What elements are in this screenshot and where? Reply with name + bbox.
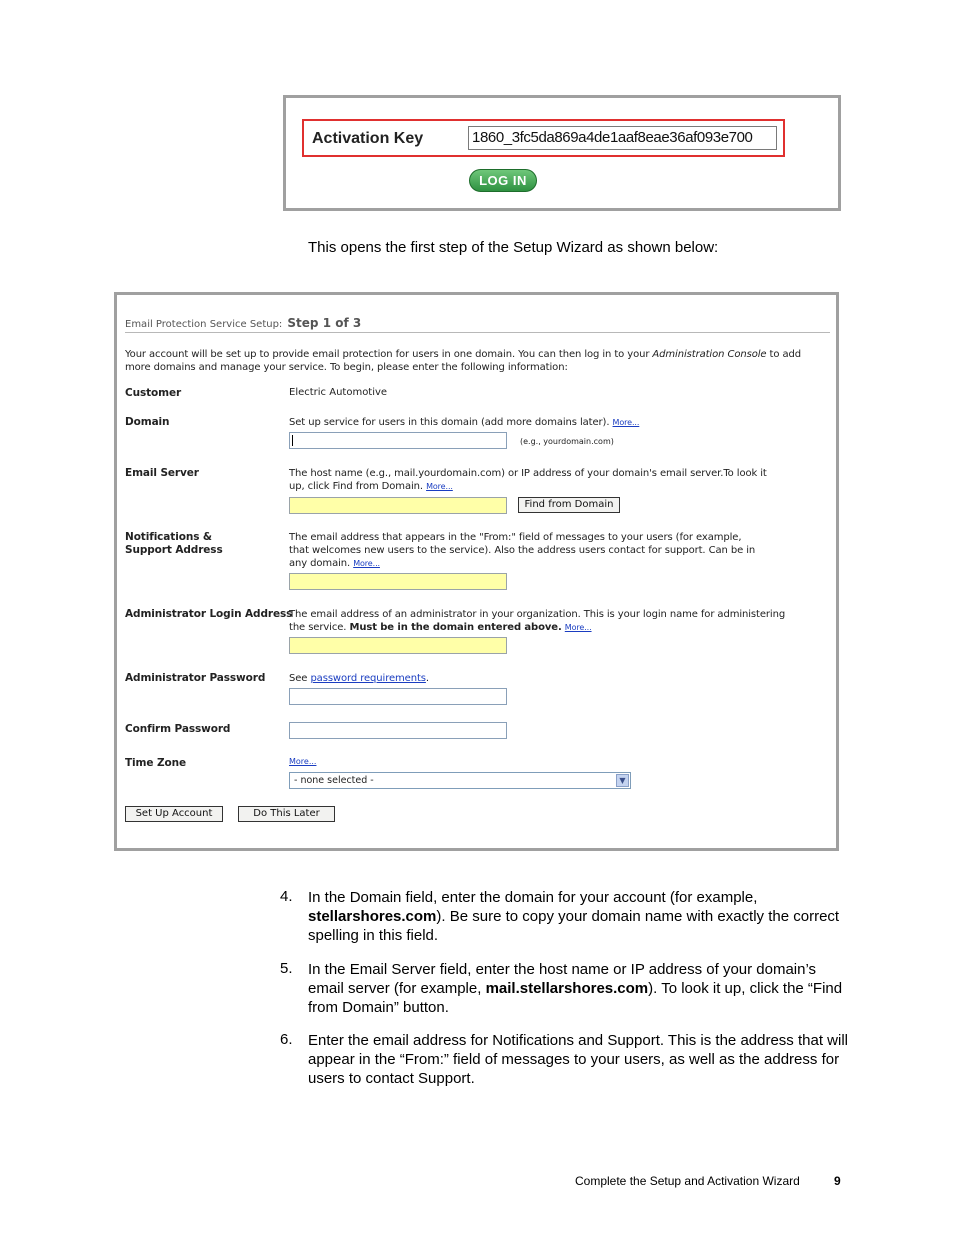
notifications-label-line2: Support Address <box>125 544 223 556</box>
admin-password-desc <box>289 672 429 685</box>
time-zone-more-link[interactable]: More... <box>289 757 317 766</box>
step-5-bold: mail.stellarshores.com <box>485 980 649 997</box>
admin-login-input[interactable] <box>289 637 507 654</box>
wizard-divider <box>125 332 830 333</box>
time-zone-select[interactable] <box>289 772 631 789</box>
domain-label: Domain <box>125 416 170 428</box>
notifications-desc-row <box>289 531 759 570</box>
wizard-intro-part1: Your account will be set up to provide email protection for users in one domain. You can then log in to your <box>125 349 653 360</box>
domain-more-link[interactable]: More... <box>612 418 640 427</box>
customer-value: Electric Automotive <box>289 387 388 398</box>
wizard-intro-part2: to add more domains and manage your service. To begin, please enter the following information: <box>125 349 801 373</box>
domain-input[interactable] <box>289 432 507 449</box>
email-server-desc-row <box>289 467 779 493</box>
step-4-text-part1: In the Domain field, enter the domain for your account (for example, <box>308 889 758 906</box>
notifications-input[interactable] <box>289 573 507 590</box>
intro-text: This opens the first step of the Setup Wizard as shown below: <box>308 239 719 256</box>
find-from-domain-button[interactable]: Find from Domain <box>518 497 620 513</box>
admin-login-desc-bold: Must be in the domain entered above. <box>349 622 562 633</box>
wizard-step: Step 1 of 3 <box>287 316 362 330</box>
activation-key-highlight <box>302 119 785 157</box>
step-4-text <box>308 888 848 945</box>
domain-desc: Set up service for users in this domain (add more domains later). <box>289 417 610 428</box>
login-button[interactable]: LOG IN <box>469 169 537 192</box>
do-this-later-button[interactable]: Do This Later <box>238 806 335 822</box>
admin-login-desc-row <box>289 608 789 634</box>
step-6-text <box>308 1031 848 1088</box>
step-5-text <box>308 960 848 1017</box>
text-cursor <box>292 435 293 446</box>
admin-login-desc: The email address of an administrator in your organization. This is your login name for administering the service. <box>289 609 786 633</box>
step-5-text-part1: In the Email Server field, enter the host name or IP address of your domain’s email server (for example, <box>308 961 817 997</box>
confirm-password-label: Confirm Password <box>125 723 231 735</box>
step-6-text-part1: Enter the email address for Notifications and Support. This is the address that will appear in the “From:” field of messages to your users, as well as the address for users to contact Support. <box>308 1032 848 1087</box>
domain-hint: (e.g., yourdomain.com) <box>520 437 614 446</box>
admin-password-desc-prefix: See <box>289 673 311 684</box>
wizard-title-prefix: Email Protection Service Setup: <box>125 319 283 330</box>
setup-wizard-screenshot <box>114 292 839 851</box>
wizard-intro <box>125 348 815 374</box>
step-4-number: 4. <box>280 888 293 905</box>
admin-password-input[interactable] <box>289 688 507 705</box>
wizard-intro-italic: Administration Console <box>652 349 767 360</box>
time-zone-selected: - none selected - <box>294 775 374 786</box>
confirm-password-input[interactable] <box>289 722 507 739</box>
activation-key-input[interactable]: 1860_3fc5da869a4de1aaf8eae36af093e700 <box>468 126 777 150</box>
time-zone-label: Time Zone <box>125 757 187 769</box>
set-up-account-button[interactable]: Set Up Account <box>125 806 223 822</box>
notifications-desc: The email address that appears in the "From:" field of messages to your users (for example, that welcomes new users to the service). Also the address users contact for support. Can be in any domain. <box>289 532 756 569</box>
step-5-text-part2: ). To look it up, click the “Find from Domain” button. <box>308 980 843 1016</box>
admin-password-label: Administrator Password <box>125 672 266 684</box>
email-server-input[interactable] <box>289 497 507 514</box>
admin-password-desc-suffix: . <box>425 673 429 684</box>
step-4-text-part2: ). Be sure to copy your domain name with exactly the correct spelling in this field. <box>308 908 840 944</box>
email-server-desc: The host name (e.g., mail.yourdomain.com) or IP address of your domain's email server.To look it up, click Find from Domain. <box>289 468 767 492</box>
admin-login-label: Administrator Login Address <box>125 608 293 620</box>
notifications-more-link[interactable]: More... <box>353 559 380 568</box>
email-server-more-link[interactable]: More... <box>426 482 453 491</box>
step-4-bold: stellarshores.com <box>308 908 437 925</box>
password-requirements-link[interactable]: password requirements <box>310 673 426 684</box>
customer-label: Customer <box>125 387 182 399</box>
chevron-down-icon[interactable]: ▼ <box>616 774 629 787</box>
step-6-number: 6. <box>280 1031 293 1048</box>
page-number: 9 <box>834 1174 841 1188</box>
email-server-label: Email Server <box>125 467 199 479</box>
activation-key-label: Activation Key <box>312 130 424 147</box>
notifications-label-line1: Notifications & <box>125 531 212 543</box>
admin-login-more-link[interactable]: More... <box>564 623 592 632</box>
footer-section-title: Complete the Setup and Activation Wizard <box>575 1174 800 1188</box>
step-5-number: 5. <box>280 960 293 977</box>
activation-screenshot <box>283 95 841 211</box>
wizard-title <box>125 312 361 331</box>
domain-desc-row <box>289 416 639 429</box>
